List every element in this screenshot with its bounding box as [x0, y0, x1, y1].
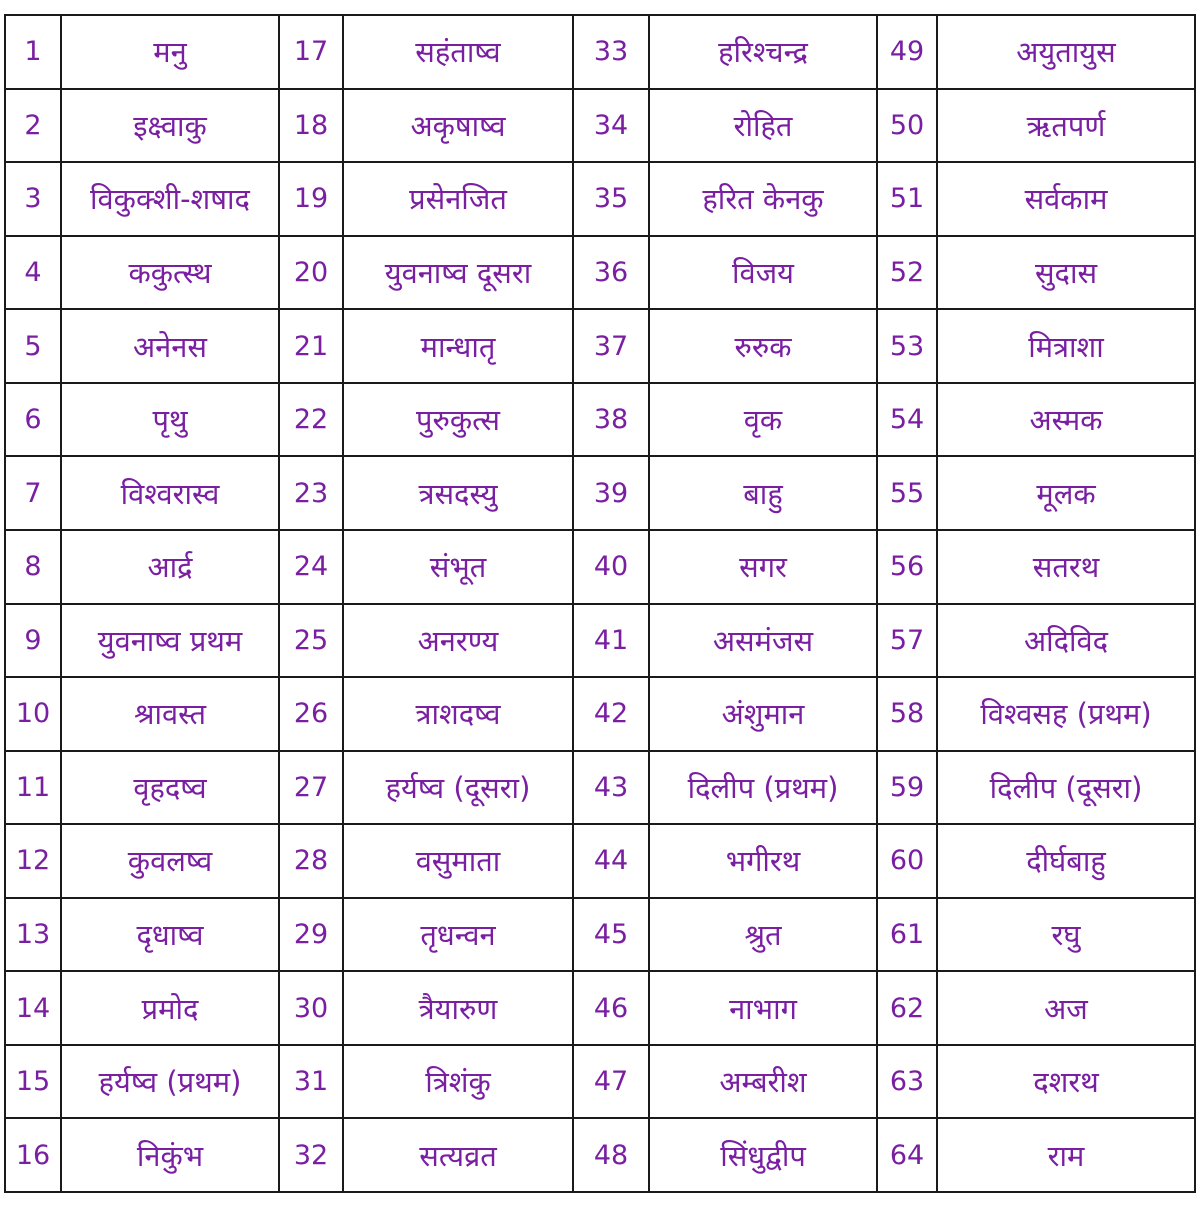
king-name-cell: श्रावस्त: [61, 677, 279, 751]
serial-number-cell: 48: [573, 1118, 649, 1192]
serial-number-cell: 1: [5, 15, 61, 89]
king-name-cell: प्रमोद: [61, 971, 279, 1045]
serial-number-cell: 4: [5, 236, 61, 310]
king-name-cell: कुवलष्व: [61, 824, 279, 898]
king-name-cell: युवनाष्व दूसरा: [343, 236, 573, 310]
king-name-cell: बाहु: [649, 456, 877, 530]
king-name-cell: अकृषाष्व: [343, 89, 573, 163]
serial-number-cell: 32: [279, 1118, 343, 1192]
king-name-cell: दशरथ: [937, 1045, 1195, 1119]
king-list-table: [4, 14, 1196, 1193]
table-row: [5, 309, 1195, 383]
serial-number-cell: 14: [5, 971, 61, 1045]
table-row: [5, 604, 1195, 678]
king-name-cell: प्रसेनजित: [343, 162, 573, 236]
serial-number-cell: 62: [877, 971, 937, 1045]
king-name-cell: दृधाष्व: [61, 898, 279, 972]
king-name-cell: विश्वसह (प्रथम): [937, 677, 1195, 751]
king-name-cell: ककुत्स्थ: [61, 236, 279, 310]
king-name-cell: इक्ष्वाकु: [61, 89, 279, 163]
king-name-cell: रघु: [937, 898, 1195, 972]
serial-number-cell: 28: [279, 824, 343, 898]
table-row: [5, 15, 1195, 89]
serial-number-cell: 11: [5, 751, 61, 825]
serial-number-cell: 7: [5, 456, 61, 530]
king-name-cell: संभूत: [343, 530, 573, 604]
table-row: [5, 89, 1195, 163]
serial-number-cell: 63: [877, 1045, 937, 1119]
serial-number-cell: 59: [877, 751, 937, 825]
serial-number-cell: 46: [573, 971, 649, 1045]
serial-number-cell: 42: [573, 677, 649, 751]
serial-number-cell: 64: [877, 1118, 937, 1192]
table-row: [5, 383, 1195, 457]
table-row: [5, 530, 1195, 604]
serial-number-cell: 55: [877, 456, 937, 530]
king-name-cell: निकुंभ: [61, 1118, 279, 1192]
table-row: [5, 677, 1195, 751]
king-name-cell: दिलीप (दूसरा): [937, 751, 1195, 825]
king-name-cell: भगीरथ: [649, 824, 877, 898]
serial-number-cell: 40: [573, 530, 649, 604]
king-name-cell: विकुक्शी-शषाद: [61, 162, 279, 236]
serial-number-cell: 31: [279, 1045, 343, 1119]
serial-number-cell: 21: [279, 309, 343, 383]
serial-number-cell: 26: [279, 677, 343, 751]
king-name-cell: त्रैयारुण: [343, 971, 573, 1045]
king-name-cell: रोहित: [649, 89, 877, 163]
serial-number-cell: 29: [279, 898, 343, 972]
serial-number-cell: 34: [573, 89, 649, 163]
king-name-cell: मित्राशा: [937, 309, 1195, 383]
king-name-cell: ऋतपर्ण: [937, 89, 1195, 163]
table-row: [5, 751, 1195, 825]
king-name-cell: हरिश्चन्द्र: [649, 15, 877, 89]
serial-number-cell: 54: [877, 383, 937, 457]
serial-number-cell: 10: [5, 677, 61, 751]
serial-number-cell: 43: [573, 751, 649, 825]
king-name-cell: सिंधुद्वीप: [649, 1118, 877, 1192]
table-row: [5, 824, 1195, 898]
king-name-cell: अदिविद: [937, 604, 1195, 678]
serial-number-cell: 58: [877, 677, 937, 751]
table-row: [5, 236, 1195, 310]
king-name-cell: अयुतायुस: [937, 15, 1195, 89]
king-name-cell: दिलीप (प्रथम): [649, 751, 877, 825]
serial-number-cell: 27: [279, 751, 343, 825]
serial-number-cell: 30: [279, 971, 343, 1045]
serial-number-cell: 19: [279, 162, 343, 236]
king-name-cell: अज: [937, 971, 1195, 1045]
serial-number-cell: 8: [5, 530, 61, 604]
king-name-cell: हर्यष्व (दूसरा): [343, 751, 573, 825]
serial-number-cell: 23: [279, 456, 343, 530]
king-name-cell: अनेनस: [61, 309, 279, 383]
king-name-cell: सत्यव्रत: [343, 1118, 573, 1192]
king-name-cell: श्रुत: [649, 898, 877, 972]
king-name-cell: सगर: [649, 530, 877, 604]
serial-number-cell: 39: [573, 456, 649, 530]
serial-number-cell: 57: [877, 604, 937, 678]
serial-number-cell: 5: [5, 309, 61, 383]
table-row: [5, 898, 1195, 972]
serial-number-cell: 38: [573, 383, 649, 457]
king-name-cell: तृधन्वन: [343, 898, 573, 972]
serial-number-cell: 51: [877, 162, 937, 236]
king-name-cell: आर्द्र: [61, 530, 279, 604]
serial-number-cell: 25: [279, 604, 343, 678]
king-name-cell: अम्बरीश: [649, 1045, 877, 1119]
serial-number-cell: 9: [5, 604, 61, 678]
king-name-cell: अंशुमान: [649, 677, 877, 751]
king-name-cell: अनरण्य: [343, 604, 573, 678]
serial-number-cell: 37: [573, 309, 649, 383]
king-name-cell: मूलक: [937, 456, 1195, 530]
king-name-cell: त्रसदस्यु: [343, 456, 573, 530]
table-row: [5, 1118, 1195, 1192]
king-name-cell: त्राशदष्व: [343, 677, 573, 751]
serial-number-cell: 45: [573, 898, 649, 972]
serial-number-cell: 22: [279, 383, 343, 457]
serial-number-cell: 12: [5, 824, 61, 898]
serial-number-cell: 15: [5, 1045, 61, 1119]
king-name-cell: त्रिशंकु: [343, 1045, 573, 1119]
serial-number-cell: 44: [573, 824, 649, 898]
king-name-cell: राम: [937, 1118, 1195, 1192]
king-name-cell: पुरुकुत्स: [343, 383, 573, 457]
king-name-cell: सुदास: [937, 236, 1195, 310]
serial-number-cell: 36: [573, 236, 649, 310]
table-row: [5, 1045, 1195, 1119]
serial-number-cell: 60: [877, 824, 937, 898]
table-body: [5, 15, 1195, 1192]
serial-number-cell: 16: [5, 1118, 61, 1192]
serial-number-cell: 2: [5, 89, 61, 163]
serial-number-cell: 52: [877, 236, 937, 310]
table-row: [5, 971, 1195, 1045]
king-name-cell: विजय: [649, 236, 877, 310]
serial-number-cell: 17: [279, 15, 343, 89]
serial-number-cell: 47: [573, 1045, 649, 1119]
serial-number-cell: 6: [5, 383, 61, 457]
king-name-cell: दीर्घबाहु: [937, 824, 1195, 898]
king-name-cell: मान्धातृ: [343, 309, 573, 383]
king-name-cell: हर्यष्व (प्रथम): [61, 1045, 279, 1119]
serial-number-cell: 24: [279, 530, 343, 604]
king-name-cell: वृहदष्व: [61, 751, 279, 825]
serial-number-cell: 35: [573, 162, 649, 236]
king-list-table-container: [4, 14, 1194, 1193]
serial-number-cell: 3: [5, 162, 61, 236]
serial-number-cell: 50: [877, 89, 937, 163]
king-name-cell: असमंजस: [649, 604, 877, 678]
king-name-cell: युवनाष्व प्रथम: [61, 604, 279, 678]
serial-number-cell: 49: [877, 15, 937, 89]
king-name-cell: अस्मक: [937, 383, 1195, 457]
king-name-cell: नाभाग: [649, 971, 877, 1045]
serial-number-cell: 20: [279, 236, 343, 310]
king-name-cell: सतरथ: [937, 530, 1195, 604]
king-name-cell: विश्वरास्व: [61, 456, 279, 530]
serial-number-cell: 53: [877, 309, 937, 383]
table-row: [5, 456, 1195, 530]
king-name-cell: सर्वकाम: [937, 162, 1195, 236]
serial-number-cell: 61: [877, 898, 937, 972]
king-name-cell: वृक: [649, 383, 877, 457]
king-name-cell: रुरुक: [649, 309, 877, 383]
king-name-cell: पृथु: [61, 383, 279, 457]
serial-number-cell: 18: [279, 89, 343, 163]
king-name-cell: हरित केनकु: [649, 162, 877, 236]
serial-number-cell: 13: [5, 898, 61, 972]
serial-number-cell: 33: [573, 15, 649, 89]
king-name-cell: मनु: [61, 15, 279, 89]
serial-number-cell: 41: [573, 604, 649, 678]
king-name-cell: वसुमाता: [343, 824, 573, 898]
table-row: [5, 162, 1195, 236]
king-name-cell: सहंताष्व: [343, 15, 573, 89]
serial-number-cell: 56: [877, 530, 937, 604]
